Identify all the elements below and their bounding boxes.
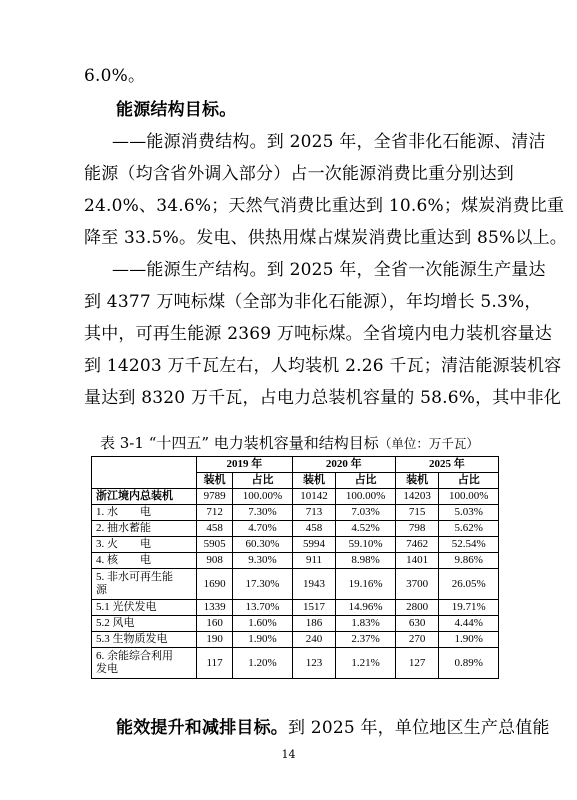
paragraph-line: ——能源生产结构。到 2025 年，全省一次能源生产量达 [112, 260, 546, 280]
row-label: 5.3 生物质发电 [92, 632, 197, 648]
row-label-line: 6. 余能综合利用 [96, 650, 173, 662]
share-cell: 5.03% [439, 505, 499, 521]
share-cell: 0.89% [439, 648, 499, 679]
year-header: 2025 年 [395, 457, 498, 473]
share-cell: 1.83% [336, 616, 396, 632]
table-row [92, 521, 499, 537]
row-label: 1. 水 电 [92, 505, 197, 521]
row-label: 浙江境内总装机 [92, 489, 197, 505]
capacity-cell: 10142 [292, 489, 336, 505]
capacity-cell: 630 [395, 616, 439, 632]
share-cell: 2.37% [336, 632, 396, 648]
share-cell: 4.70% [233, 521, 293, 537]
sub-header: 占比 [336, 473, 396, 489]
table-row [92, 600, 499, 616]
capacity-cell: 798 [395, 521, 439, 537]
row-label: 5.2 风电 [92, 616, 197, 632]
row-label: 2. 抽水蓄能 [92, 521, 197, 537]
share-cell: 7.30% [233, 505, 293, 521]
row-label: 4. 核 电 [92, 553, 197, 569]
table-caption-unit: （单位：万千瓦） [378, 436, 479, 451]
capacity-cell: 715 [395, 505, 439, 521]
capacity-cell: 1690 [197, 569, 233, 600]
share-cell: 4.52% [336, 521, 396, 537]
table-row [92, 648, 499, 679]
table-row [92, 537, 499, 553]
capacity-cell: 240 [292, 632, 336, 648]
share-cell: 52.54% [439, 537, 499, 553]
page-number: 14 [281, 748, 296, 761]
capacity-cell: 3700 [395, 569, 439, 600]
table-corner-cell [92, 457, 197, 489]
share-cell: 1.20% [233, 648, 293, 679]
year-header: 2020 年 [292, 457, 395, 473]
capacity-cell: 458 [197, 521, 233, 537]
closing-text: 到 2025 年，单位地区生产总值能 [288, 718, 550, 738]
share-cell: 1.90% [439, 632, 499, 648]
closing-line [116, 718, 550, 738]
paragraph-line: 到 14203 万千瓦左右，人均装机 2.26 千瓦；清洁能源装机容 [84, 356, 562, 376]
capacity-cell: 186 [292, 616, 336, 632]
paragraph-line: 到 4377 万吨标煤（全部为非化石能源），年均增长 5.3%， [84, 292, 542, 312]
table-caption [100, 434, 479, 453]
table-year-header-row [92, 457, 499, 473]
share-cell: 7.03% [336, 505, 396, 521]
table-row [92, 569, 499, 600]
paragraph-line: 能源（均含省外调入部分）占一次能源消费比重分别达到 [84, 164, 514, 184]
sub-header: 占比 [439, 473, 499, 489]
capacity-cell: 14203 [395, 489, 439, 505]
share-cell: 19.71% [439, 600, 499, 616]
share-cell: 60.30% [233, 537, 293, 553]
capacity-cell: 160 [197, 616, 233, 632]
row-label-line: 源 [96, 584, 107, 596]
capacity-cell: 713 [292, 505, 336, 521]
row-label-line: 发电 [96, 663, 118, 675]
row-label [92, 569, 197, 600]
sub-header: 装机 [292, 473, 336, 489]
share-cell: 1.90% [233, 632, 293, 648]
sub-header: 装机 [197, 473, 233, 489]
table-row [92, 489, 499, 505]
capacity-cell: 2800 [395, 600, 439, 616]
capacity-cell: 911 [292, 553, 336, 569]
capacity-cell: 1517 [292, 600, 336, 616]
capacity-cell: 5994 [292, 537, 336, 553]
capacity-cell: 117 [197, 648, 233, 679]
share-cell: 9.30% [233, 553, 293, 569]
share-cell: 9.86% [439, 553, 499, 569]
paragraph-line: 其中，可再生能源 2369 万吨标煤。全省境内电力装机容量达 [84, 324, 553, 344]
paragraph-line: 降至 33.5%。发电、供热用煤占煤炭消费比重达到 85%以上。 [84, 228, 567, 248]
row-label: 3. 火 电 [92, 537, 197, 553]
row-label [92, 648, 197, 679]
capacity-cell: 458 [292, 521, 336, 537]
capacity-cell: 1339 [197, 600, 233, 616]
table-row [92, 616, 499, 632]
capacity-cell: 1943 [292, 569, 336, 600]
share-cell: 8.98% [336, 553, 396, 569]
share-cell: 5.62% [439, 521, 499, 537]
share-cell: 1.21% [336, 648, 396, 679]
row-label-line: 5. 非水可再生能 [96, 571, 173, 583]
capacity-cell: 127 [395, 648, 439, 679]
share-cell: 19.16% [336, 569, 396, 600]
capacity-cell: 1401 [395, 553, 439, 569]
paragraph-line: 6.0%。 [84, 66, 146, 86]
table-row [92, 632, 499, 648]
capacity-cell: 270 [395, 632, 439, 648]
paragraph-line: ——能源消费结构。到 2025 年，全省非化石能源、清洁 [112, 132, 546, 152]
capacity-cell: 5905 [197, 537, 233, 553]
share-cell: 17.30% [233, 569, 293, 600]
paragraph-line: 量达到 8320 万千瓦，占电力总装机容量的 58.6%，其中非化 [84, 388, 562, 408]
capacity-table [91, 456, 499, 679]
share-cell: 13.70% [233, 600, 293, 616]
share-cell: 26.05% [439, 569, 499, 600]
capacity-cell: 9789 [197, 489, 233, 505]
table-caption-main: 表 3-1 “十四五” 电力装机容量和结构目标 [100, 434, 379, 452]
capacity-cell: 908 [197, 553, 233, 569]
capacity-cell: 123 [292, 648, 336, 679]
table-row [92, 505, 499, 521]
paragraph-line: 24.0%、34.6%；天然气消费比重达到 10.6%；煤炭消费比重 [84, 196, 565, 216]
share-cell: 100.00% [336, 489, 396, 505]
table-row [92, 553, 499, 569]
sub-header: 装机 [395, 473, 439, 489]
closing-heading: 能效提升和减排目标。 [116, 718, 288, 738]
sub-header: 占比 [233, 473, 293, 489]
row-label: 5.1 光伏发电 [92, 600, 197, 616]
share-cell: 14.96% [336, 600, 396, 616]
capacity-cell: 190 [197, 632, 233, 648]
year-header: 2019 年 [197, 457, 293, 473]
capacity-cell: 712 [197, 505, 233, 521]
share-cell: 4.44% [439, 616, 499, 632]
share-cell: 100.00% [233, 489, 293, 505]
share-cell: 1.60% [233, 616, 293, 632]
section-heading: 能源结构目标。 [116, 100, 237, 120]
capacity-cell: 7462 [395, 537, 439, 553]
share-cell: 59.10% [336, 537, 396, 553]
share-cell: 100.00% [439, 489, 499, 505]
